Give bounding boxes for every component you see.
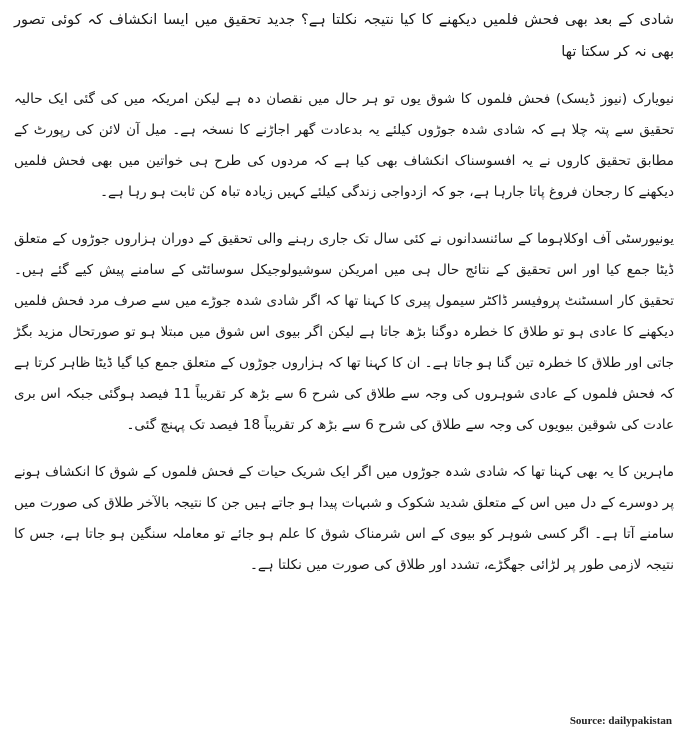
article-paragraph-2: یونیورسٹی آف اوکلاہوما کے سائنسدانوں نے کئی سال تک جاری رہنے والی تحقیق کے دوران ہزاروں جوڑوں کے متعلق ڈیٹا جمع کیا اور اس تحقیق کے نتائج حال ہی میں امریکن سوشیولوجیکل سوسائٹی کے سامنے پیش کیے گئے ہیں۔ تحقیق کار اسسٹنٹ پروفیسر ڈاکٹر سیمول پیری کا کہنا تھا کہ اگر شادی شدہ جوڑے میں سے صرف مرد فحش فلمیں دیکھنے کا عادی ہو تو طلاق کا خطرہ دوگنا بڑھ جاتا ہے لیکن اگر بیوی اس شوق میں مبتلا ہو تو صورتحال مزید بگڑ جاتی اور طلاق کا خطرہ تین گنا ہو جاتا ہے۔ ان کا کہنا تھا کہ ہزاروں جوڑوں کے متعلق جمع کیا گیا ڈیٹا ظاہر کرتا ہے کہ فحش فلموں کے عادی شوہروں کی وجہ سے طلاق کی شرح 6 سے بڑھ کر تقریباً 11 فیصد ہوگئی جبکہ اس بری عادت کی شوقین بیویوں کی وجہ سے طلاق کی شرح 6 سے بڑھ کر تقریباً 18 فیصد تک پہنچ گئی۔ (14, 231, 675, 433)
article-body (14, 4, 674, 597)
source-credit: Source: dailypakistan (569, 715, 672, 727)
article-paragraph-3: ماہرین کا یہ بھی کہنا تھا کہ شادی شدہ جوڑوں میں اگر ایک شریک حیات کے فحش فلموں کے شوق کا انکشاف ہونے پر دوسرے کے دل میں اس کے متعلق شدید شکوک و شبہات پیدا ہو جاتے ہیں جن کا نتیجہ بالآخر طلاق کی صورت میں سامنے آتا ہے۔ اگر کسی شوہر کو بیوی کے اس شرمناک شوق کا علم ہو جائے تو معاملہ سنگین ہو جاتا ہے، جس کا نتیجہ لازمی طور پر لڑائی جھگڑے، تشدد اور طلاق کی صورت میں نکلتا ہے۔ (14, 464, 674, 573)
article-headline: شادی کے بعد بھی فحش فلمیں دیکھنے کا کیا نتیجہ نکلتا ہے؟ جدید تحقیق میں ایسا انکشاف کہ کوئی تصور بھی نہ کر سکتا تھا (14, 12, 674, 60)
article-paragraph-1: نیویارک (نیوز ڈیسک) فحش فلموں کا شوق یوں تو ہر حال میں نقصان دہ ہے لیکن امریکہ میں کی گئی ایک حالیہ تحقیق سے پتہ چلا ہے کہ شادی شدہ جوڑوں کیلئے یہ بدعادت گھر اجاڑنے کا نسخہ ہے۔ میل آن لائن کی رپورٹ کے مطابق تحقیق کاروں نے یہ افسوسناک انکشاف بھی کیا ہے کہ مردوں کی طرح ہی خواتین میں بھی فحش فلمیں دیکھنے کا رجحان فروغ پاتا جارہا ہے، جو کہ ازدواجی زندگی کیلئے کہیں زیادہ تباہ کن ثابت ہو رہا ہے۔ (14, 91, 674, 200)
